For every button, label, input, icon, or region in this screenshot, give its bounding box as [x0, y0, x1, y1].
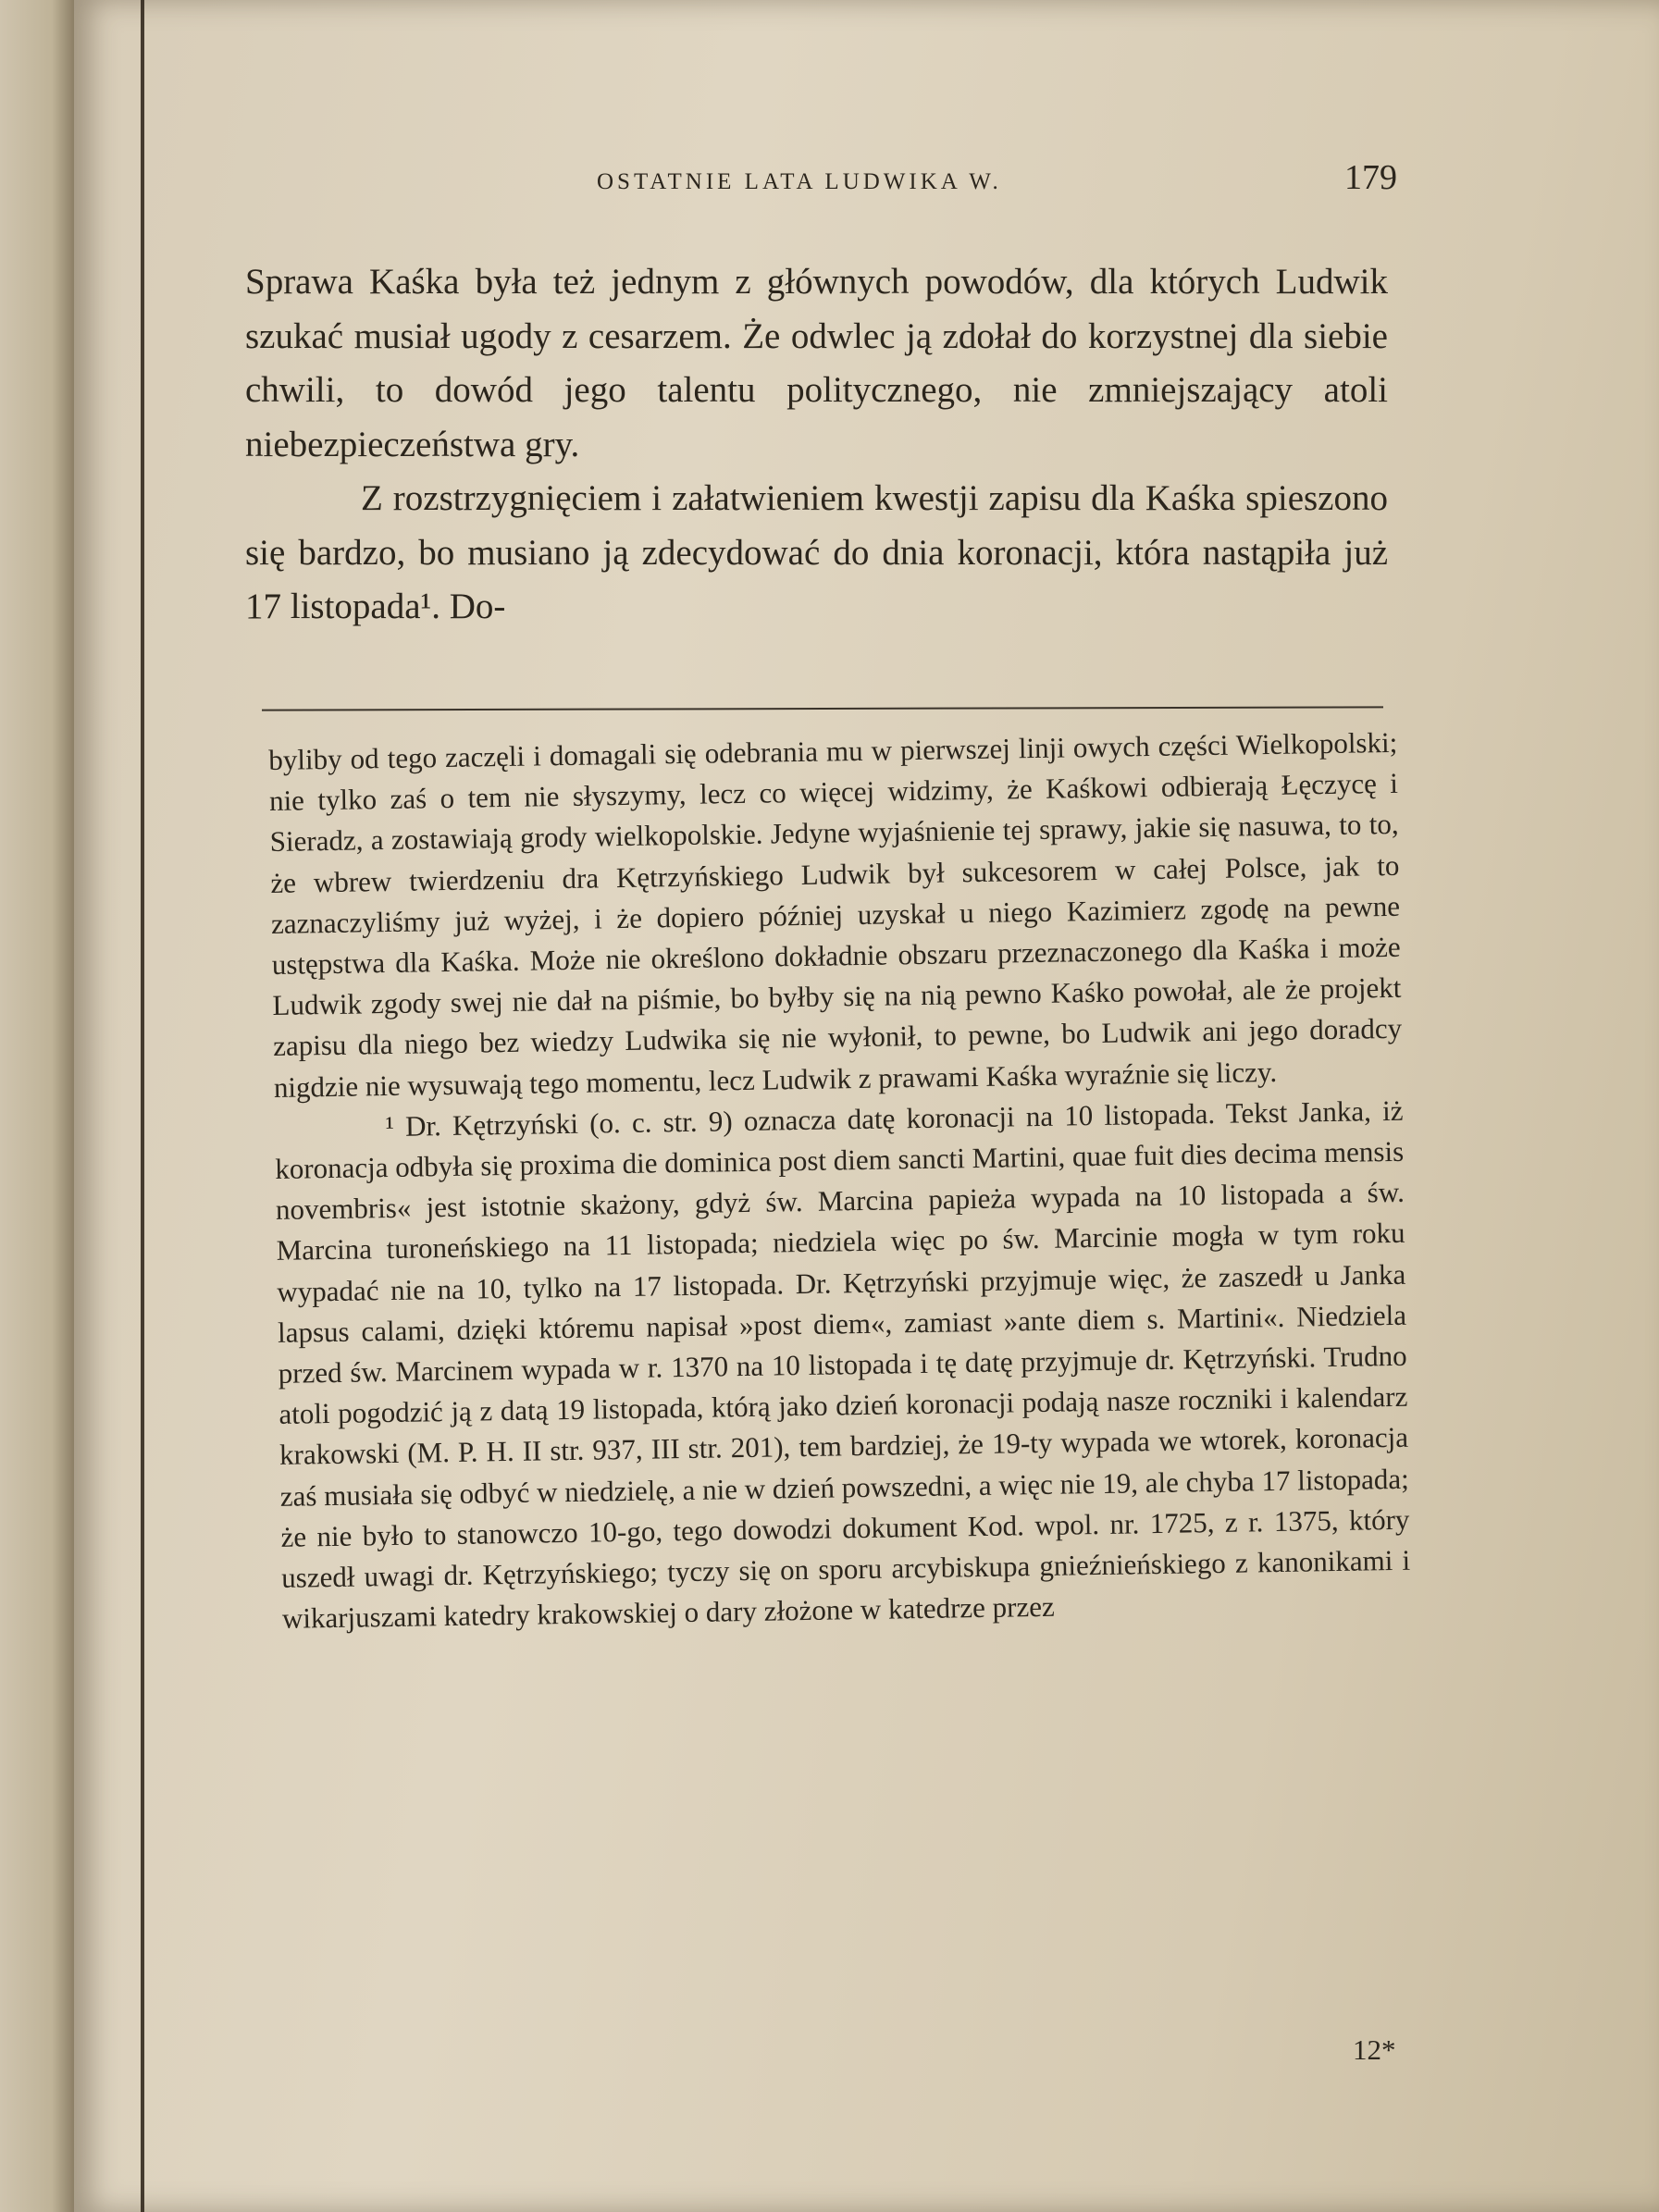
running-head: [518, 157, 1397, 198]
running-title: OSTATNIE LATA LUDWIKA W.: [597, 169, 1002, 194]
main-text: [245, 255, 1388, 635]
main-paragraph-1: Sprawa Kaśka była też jednym z głównych powodów, dla których Ludwik szukać musiał ugody z cesarzem. Że odwlec ją zdołał do korzystnej dla siebie chwili, to dowód jego talentu politycznego, nie zmniejszający atoli niebezpieczeństwa gry.: [245, 262, 1388, 464]
footnote-1: ¹ Dr. Kętrzyński (o. c. str. 9) oznacza datę koronacji na 10 listopada. Tekst Janka, iż koronacja odbyła się proxima die dominica post diem sancti Martini, quae fuit dies decima mensis novembris« jest istotnie skażony, gdyż św. Marcina papieża wypada na 10 listopada a św. Marcina turoneńskiego na 11 listopada; niedziela więc po św. Marcinie mogła w tym roku wypadać nie na 10, tylko na 17 listopada. Dr. Kętrzyński przyjmuje więc, że zaszedł u Janka lapsus calami, dzięki któremu napisał »post diem«, zamiast »ante diem s. Martini«. Niedziela przed św. Marcinem wypada w r. 1370 na 10 listopada i tę datę przyjmuje dr. Kętrzyński. Trudno atoli pogodzić ją z datą 19 listopada, którą jako dzień koronacji podają nasze roczniki i kalendarz krakowski (M. P. H. II str. 937, III str. 201), tem bardziej, że 19-ty wypada we wtorek, koronacja zaś musiała się odbyć w niedzielę, a nie w dzień powszedni, a więc nie 19, ale chyba 17 listopada; że nie było to stanowczo 10-go, tego dowodzi dokument Kod. wpol. nr. 1725, z r. 1375, który uszedł uwagi dr. Kętrzyńskiego; tyczy się on sporu arcybiskupa gnieźnieńskiego z kanonikami i wikarjuszami katedry krakowskiej o dary złożone w katedrze przez: [275, 1094, 1411, 1636]
gutter-shadow: [141, 0, 144, 2212]
facing-page-edge: [0, 0, 74, 2212]
signature-mark: 12*: [1353, 2033, 1396, 2066]
page-number: 179: [1344, 158, 1397, 197]
footnotes: [268, 723, 1411, 1640]
main-paragraph-2: Z rozstrzygnięciem i załatwieniem kwestji zapisu dla Kaśka spieszono się bardzo, bo musiano ją zdecydować do dnia koronacji, która nastąpiła już 17 listopada¹. Do-: [245, 478, 1388, 626]
footnote-continuation: byliby od tego zaczęli i domagali się odebrania mu w pierwszej linji owych części Wielkopolski; nie tylko zaś o tem nie słyszymy, lecz co więcej widzimy, że Kaśkowi odbierają Łęczycę i Sieradz, a zostawiają grody wielkopolskie. Jedyne wyjaśnienie tej sprawy, jakie się nasuwa, to to, że wbrew twierdzeniu dra Kętrzyńskiego Ludwik był sukcesorem w całej Polsce, jak to zaznaczyliśmy już wyżej, i że dopiero później uzyskał u niego Kazimierz zgodę na pewne ustępstwa dla Kaśka. Może nie określono dokładnie obszaru przeznaczonego dla Kaśka i może Ludwik zgody swej nie dał na piśmie, bo byłby się na nią pewno Kaśko powołał, ale że projekt zapisu dla niego bez wiedzy Ludwika się nie wyłonił, to pewne, bo Ludwik ani jego doradcy nigdzie nie wysuwają tego momentu, lecz Ludwik z prawami Kaśka wyraźnie się liczy.: [268, 725, 1403, 1104]
